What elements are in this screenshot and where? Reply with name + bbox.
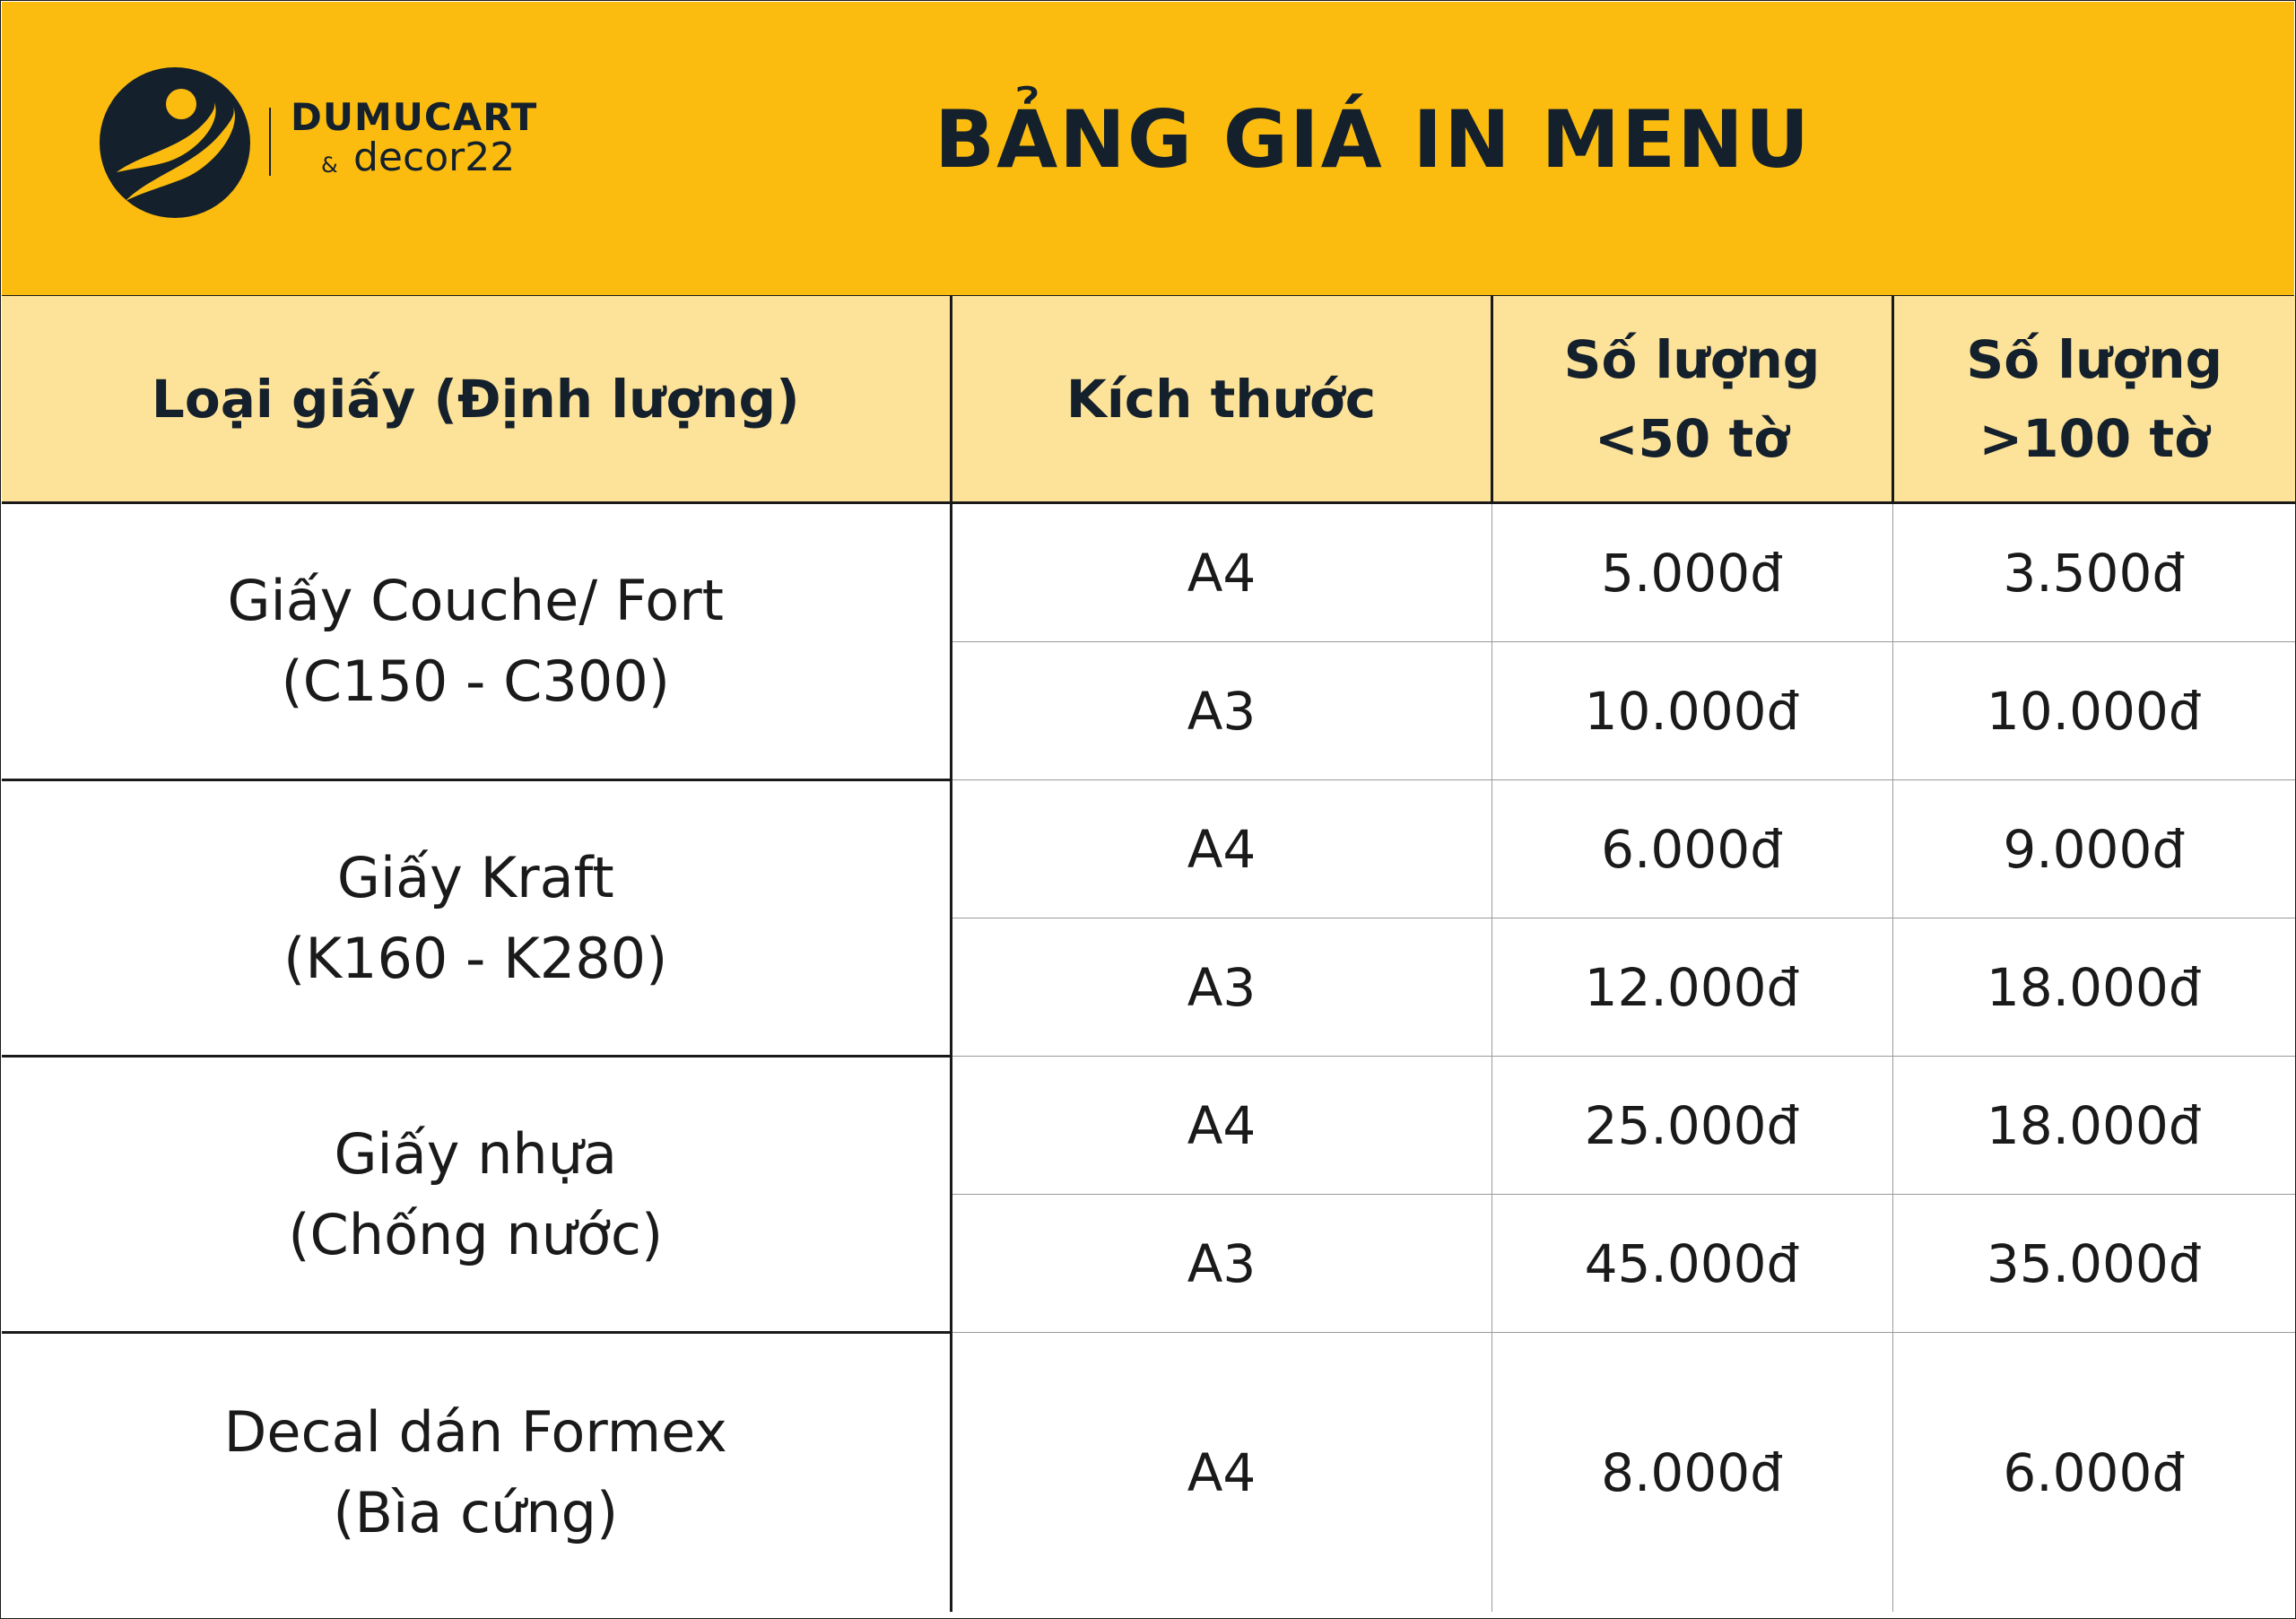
header-qty-over-100: Số lượng >100 tờ: [1892, 296, 2295, 503]
price-under-50-cell: 8.000đ: [1492, 1333, 1892, 1613]
paper-type-cell: Giấy Kraft (K160 - K280): [2, 780, 951, 1057]
size-cell: A4: [951, 1333, 1492, 1613]
price-under-50-cell: 6.000đ: [1492, 780, 1892, 918]
price-over-100-cell: 9.000đ: [1892, 780, 2295, 918]
logo-divider: [269, 108, 271, 176]
price-over-100-cell: 10.000đ: [1892, 642, 2295, 780]
header-row: [2, 296, 2295, 503]
header-banner: [2, 2, 2294, 297]
price-under-50-cell: 12.000đ: [1492, 918, 1892, 1057]
brand-ampersand: &: [321, 152, 338, 178]
price-over-100-cell: 35.000đ: [1892, 1195, 2295, 1333]
size-cell: A3: [951, 918, 1492, 1057]
price-over-100-cell: 18.000đ: [1892, 1057, 2295, 1195]
size-cell: A3: [951, 1195, 1492, 1333]
paper-type-cell: Decal dán Formex (Bìa cứng): [2, 1333, 951, 1613]
price-over-100-cell: 18.000đ: [1892, 918, 2295, 1057]
price-over-100-cell: 6.000đ: [2003, 1441, 2186, 1503]
paper-type-cell: Giấy Couche/ Fort (C150 - C300): [2, 503, 951, 780]
size-cell: A4: [951, 780, 1492, 918]
table-row: [2, 780, 2295, 918]
brand-name: DUMUCART: [291, 95, 538, 139]
price-over-100-cell: 3.500đ: [1892, 503, 2295, 642]
price-under-50-cell: 45.000đ: [1492, 1195, 1892, 1333]
header-qty-under-50: Số lượng <50 tờ: [1492, 296, 1892, 503]
size-cell: A4: [951, 503, 1492, 642]
table-row: [2, 1057, 2295, 1195]
page-title: BẢNG GIÁ IN MENU: [935, 93, 1812, 186]
price-under-50-cell: 10.000đ: [1492, 642, 1892, 780]
header-size: Kích thước: [951, 296, 1492, 503]
header-paper-type: Loại giấy (Định lượng): [2, 296, 951, 503]
paper-type-cell: Giấy nhựa (Chống nước): [2, 1057, 951, 1333]
size-cell: A4: [951, 1057, 1492, 1195]
price-under-50-cell: 25.000đ: [1492, 1057, 1892, 1195]
brand-subname: decor22: [353, 135, 516, 180]
price-under-50-cell: 5.000đ: [1492, 503, 1892, 642]
brand-logo-icon: [99, 66, 251, 219]
size-cell: A3: [951, 642, 1492, 780]
table-row: [2, 1333, 2295, 1613]
price-table: [2, 296, 2295, 1612]
table-row: [2, 503, 2295, 642]
